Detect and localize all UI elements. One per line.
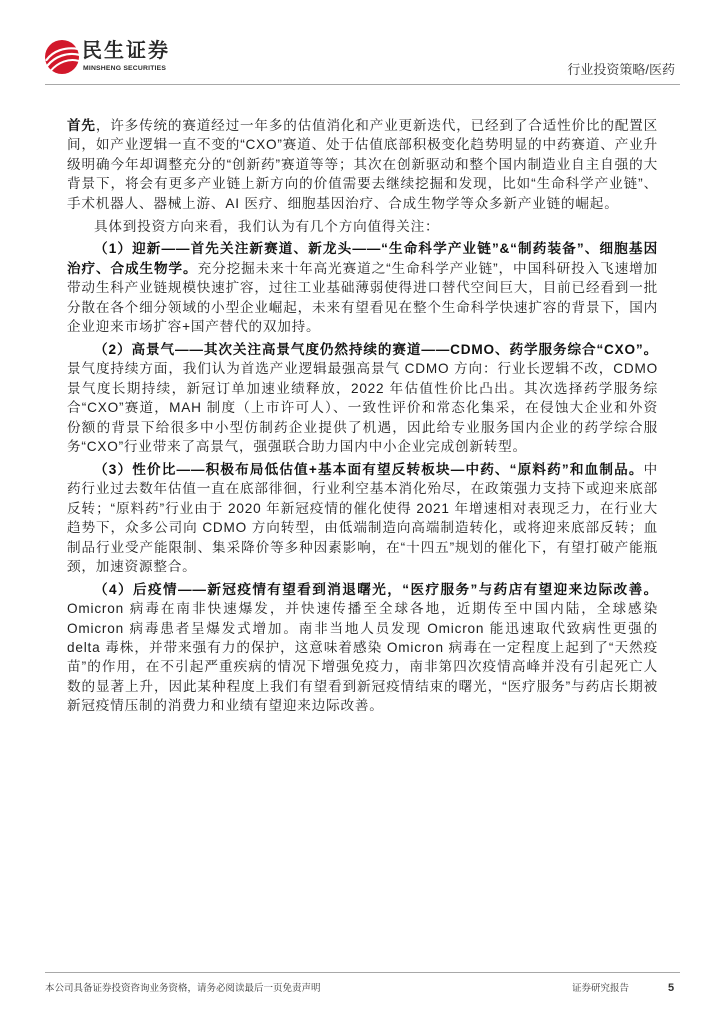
report-body (67, 116, 658, 716)
report-category: 行业投资策略/医药 (567, 62, 675, 77)
paragraph-body-text: 中药行业过去数年估值一直在底部徘徊，行业利空基本消化殆尽，在政策强力支持下或迎来底部反转；“原料药”行业由于 2020 年新冠疫情的催化使得 2021 年增速相对表现乏力，在行业大趋势下，众多公司向 CDMO 方向转型，由低端制造向高端制造转化，或将迎来底部反转；血制品行业受产能限制、集采降价等多种因素影响，在“十四五”规划的催化下，有望打破产能瓶颈，加速资源整合。 (67, 461, 658, 574)
paragraph-lead-bold: （2）高景气——其次关注高景气度仍然持续的赛道——CDMO、药学服务综合“CXO”。 (94, 341, 658, 357)
paragraph-direction-1 (67, 239, 658, 336)
paragraph-direction-3 (67, 460, 658, 576)
paragraph-body-text: 景气度持续方面，我们认为首选产业逻辑最强高景气 CDMO 方向：行业长逻辑不改，CDMO 景气度长期持续，新冠订单加速业绩释放，2022 年估值性价比凸出。其次选择药学服务综合“CXO”赛道，MAH 制度（上市许可人）、一致性评价和常态化集采，在侵蚀大企业和外资份额的背景下给很多中小型仿制药企业提供了机遇，因此给专业服务国内企业的药学综合服务“CXO”行业带来了高景气，强强联合助力国内中小企业完成创新转型。 (67, 361, 658, 454)
paragraph-lead-bold: （3）性价比——积极布局低估值+基本面有望反转板块—中药、“原料药”和血制品。 (94, 461, 644, 477)
company-logo (44, 38, 178, 76)
paragraph-body-text: ，许多传统的赛道经过一年多的估值消化和产业更新迭代，已经到了合适性价比的配置区间，如产业逻辑一直不变的“CXO”赛道、处于估值底部积极变化趋势明显的中药赛道、产业升级明确今年却调整充分的“创新药”赛道等等；其次在创新驱动和整个国内制造业自主自强的大背景下，将会有更多产业链上新方向的价值需要去继续挖掘和发现，比如“生命科学产业链”、手术机器人、器械上游、AI 医疗、细胞基因治疗、合成生物学等众多新产业链的崛起。 (67, 118, 658, 211)
footer-divider (45, 972, 680, 973)
logo-name-chinese: 民生证券 (82, 40, 170, 62)
paragraph-body-text: 具体到投资方向来看，我们认为有几个方向值得关注： (94, 218, 440, 234)
paragraph-body-text: 充分挖掘未来十年高光赛道之“生命科学产业链”，中国科研投入飞速增加带动生科产业链规模快速扩容，过往工业基础薄弱使得进口替代空间巨大，目前已经看到一批分散在各个细分领域的小型企业崛起，未来有望看见在整个生命科学快速扩容的背景下，国内企业迎来市场扩容+国产替代的双加持。 (67, 260, 659, 335)
paragraph-lead-bold: 首先 (67, 118, 96, 133)
paragraph-intro (67, 116, 658, 213)
paragraph-direction-4 (67, 580, 658, 716)
minsheng-logo-icon (44, 39, 80, 75)
logo-name-english: MINSHENG SECURITIES (83, 65, 167, 72)
paragraph-lead-bold: （4）后疫情——新冠疫情有望看到消退曙光，“医疗服务”与药店有望迎来边际改善。 (94, 581, 658, 597)
footer-disclaimer: 本公司具备证券投资咨询业务资格，请务必阅读最后一页免责声明 (45, 983, 321, 994)
paragraph-lead-bold: （1）迎新——首先关注新赛道、新龙头——“生命科学产业链”&“制药装备”、细胞基因治疗、合成生物学。 (67, 241, 658, 276)
header-divider (45, 84, 680, 85)
page-number: 5 (668, 982, 675, 994)
paragraph-directions-intro (67, 217, 658, 236)
paragraph-body-text: Omicron 病毒在南非快速爆发，并快速传播至全球各地，近期传至中国内陆，全球感染 Omicron 病毒患者呈爆发式增加。南非当地人员发现 Omicron 能迅速取代致病性更强的 delta 毒株，并带来强有力的保护，这意味着感染 Omicron 病毒在一定程度上起到了“天然疫苗”的作用，在不引起严重疾病的情况下增强免疫力，南非第四次疫情高峰并没有引起死亡人数的显著上升，因此某种程度上我们有望看到新冠疫情结束的曙光，“医疗服务”与药店长期被新冠疫情压制的消费力和业绩有望迎来边际改善。 (67, 601, 658, 714)
paragraph-direction-2 (67, 340, 658, 456)
footer-report-type: 证券研究报告 (572, 983, 630, 994)
